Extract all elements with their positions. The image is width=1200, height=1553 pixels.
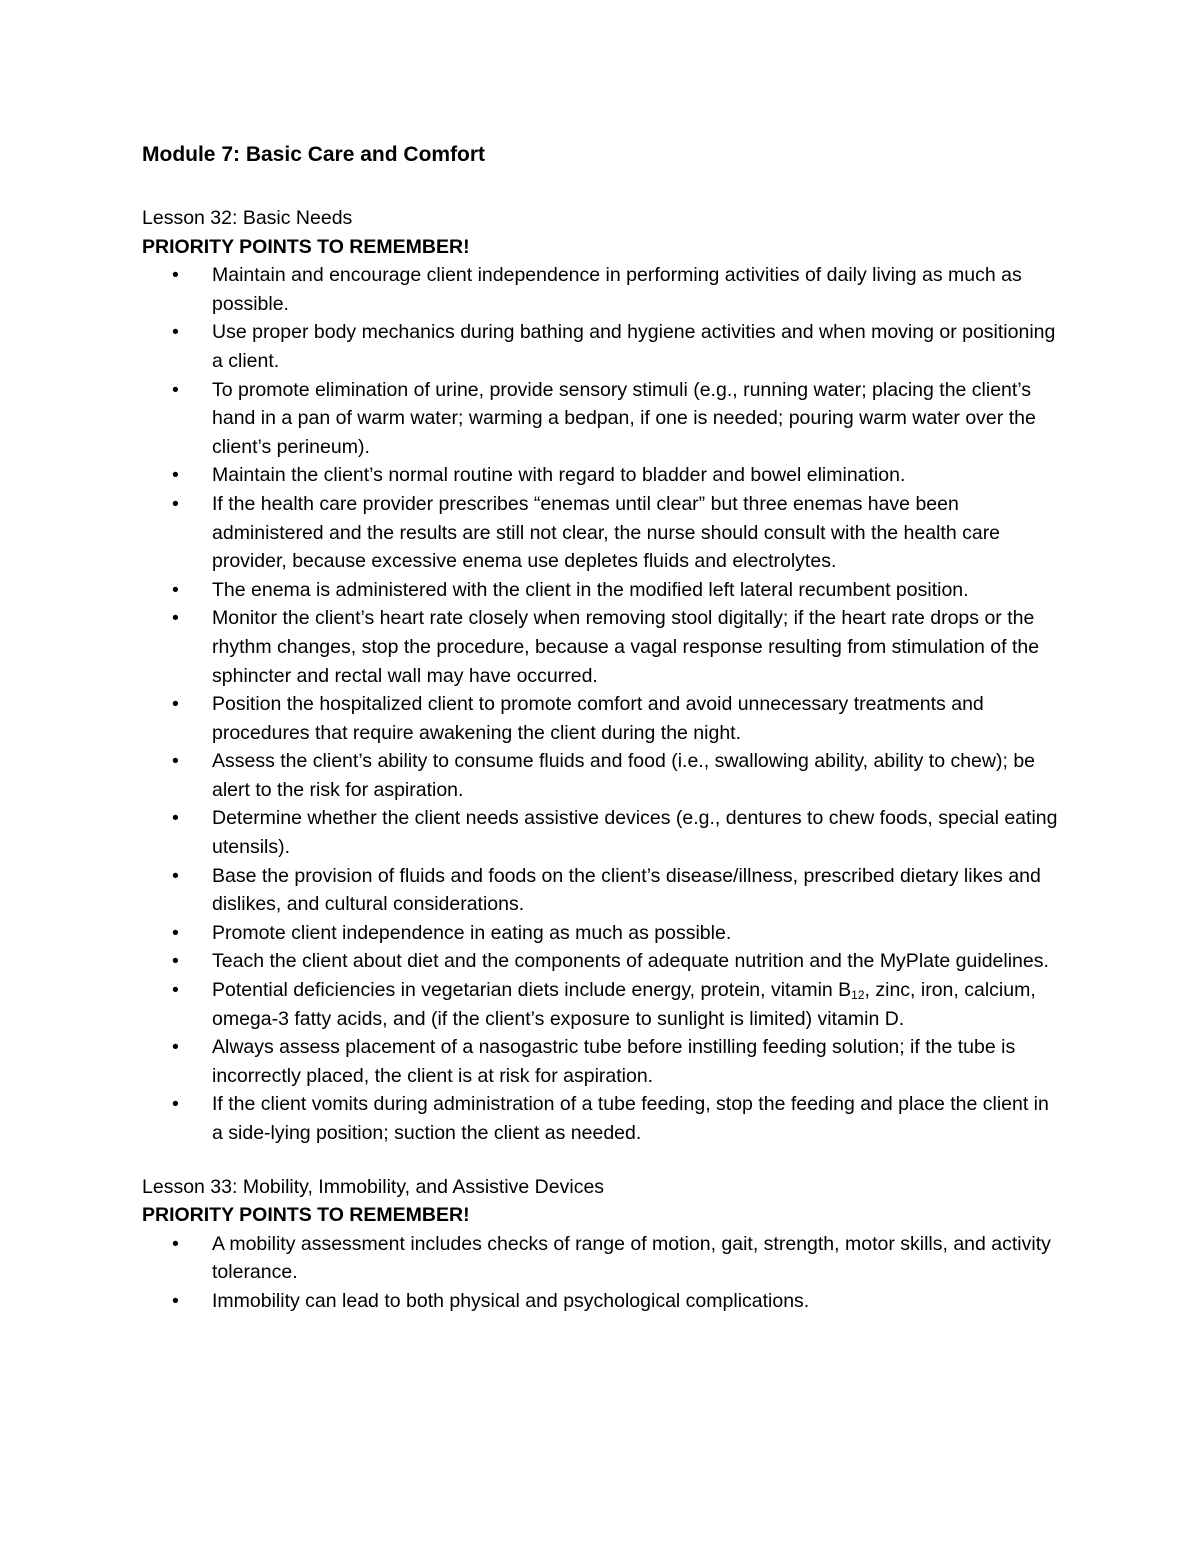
bullet: • bbox=[172, 1093, 179, 1116]
bullet: • bbox=[172, 321, 179, 344]
list-item: • Determine whether the client needs assistive devices (e.g., dentures to chew foods, special eating utensils). bbox=[142, 804, 1062, 861]
list-item: • The enema is administered with the client in the modified left lateral recumbent position. bbox=[142, 576, 1062, 605]
list-item: • A mobility assessment includes checks of range of motion, gait, strength, motor skills, and activity tolerance. bbox=[142, 1230, 1062, 1287]
module-title: Module 7: Basic Care and Comfort bbox=[142, 143, 486, 166]
priority-points-list bbox=[142, 1230, 1062, 1316]
list-item: • Immobility can lead to both physical and psychological complications. bbox=[142, 1287, 1062, 1316]
document-page bbox=[142, 141, 1062, 1341]
priority-points-list bbox=[142, 261, 1062, 1147]
list-item: • Position the hospitalized client to promote comfort and avoid unnecessary treatments and procedures that require awakening the client during the night. bbox=[142, 690, 1062, 747]
bullet: • bbox=[172, 864, 179, 887]
bullet: • bbox=[172, 492, 179, 515]
lesson-33 bbox=[142, 1173, 1062, 1316]
lesson-title: Lesson 33: Mobility, Immobility, and Assistive Devices bbox=[142, 1175, 605, 1198]
subscript: 12 bbox=[851, 988, 865, 1003]
bullet: • bbox=[172, 578, 179, 601]
list-item: • Promote client independence in eating as much as possible. bbox=[142, 919, 1062, 948]
bullet: • bbox=[172, 378, 179, 401]
bullet: • bbox=[172, 693, 179, 716]
bullet: • bbox=[172, 464, 179, 487]
bullet: • bbox=[172, 807, 179, 830]
list-item: • Use proper body mechanics during bathing and hygiene activities and when moving or positioning a client. bbox=[142, 318, 1062, 375]
list-item: • Maintain and encourage client independence in performing activities of daily living as much as possible. bbox=[142, 261, 1062, 318]
list-item: • Base the provision of fluids and foods on the client’s disease/illness, prescribed dietary likes and dislikes, and cultural considerations. bbox=[142, 862, 1062, 919]
list-item: • Teach the client about diet and the components of adequate nutrition and the MyPlate guidelines. bbox=[142, 947, 1062, 976]
list-item: • If the health care provider prescribes “enemas until clear” but three enemas have been administered and the results are still not clear, the nurse should consult with the health care provider, because excessive enema use depletes fluids and electrolytes. bbox=[142, 490, 1062, 576]
bullet: • bbox=[172, 607, 179, 630]
list-item: • Monitor the client’s heart rate closely when removing stool digitally; if the heart rate drops or the rhythm changes, stop the procedure, because a vagal response resulting from stimulation of the sphincter and rectal wall may have occurred. bbox=[142, 604, 1062, 690]
list-item: • Assess the client’s ability to consume fluids and food (i.e., swallowing ability, ability to chew); be alert to the risk for aspiration. bbox=[142, 747, 1062, 804]
lesson-title: Lesson 32: Basic Needs bbox=[142, 207, 353, 229]
bullet: • bbox=[172, 979, 179, 1002]
bullet: • bbox=[172, 1289, 179, 1312]
priority-heading: PRIORITY POINTS TO REMEMBER! bbox=[142, 235, 470, 258]
bullet: • bbox=[172, 264, 179, 287]
priority-heading: PRIORITY POINTS TO REMEMBER! bbox=[142, 1204, 470, 1227]
bullet: • bbox=[172, 1036, 179, 1059]
bullet: • bbox=[172, 750, 179, 773]
list-item: • Maintain the client’s normal routine with regard to bladder and bowel elimination. bbox=[142, 461, 1062, 490]
bullet: • bbox=[172, 1232, 179, 1255]
bullet: • bbox=[172, 950, 179, 973]
bullet: • bbox=[172, 921, 179, 944]
lesson-32 bbox=[142, 204, 1062, 1148]
list-item: • Potential deficiencies in vegetarian diets include energy, protein, vitamin $B_{12}$, zinc, iron, calcium, omega-3 fatty acids, and (if the client’s exposure to sunlight is limited) vitamin D. bbox=[142, 976, 1062, 1033]
list-item: • Always assess placement of a nasogastric tube before instilling feeding solution; if the tube is incorrectly placed, the client is at risk for aspiration. bbox=[142, 1033, 1062, 1090]
list-item: • If the client vomits during administration of a tube feeding, stop the feeding and place the client in a side-lying position; suction the client as needed. bbox=[142, 1090, 1062, 1147]
list-item: • To promote elimination of urine, provide sensory stimuli (e.g., running water; placing the client’s hand in a pan of warm water; warming a bedpan, if one is needed; pouring warm water over the client’s perineum). bbox=[142, 376, 1062, 462]
